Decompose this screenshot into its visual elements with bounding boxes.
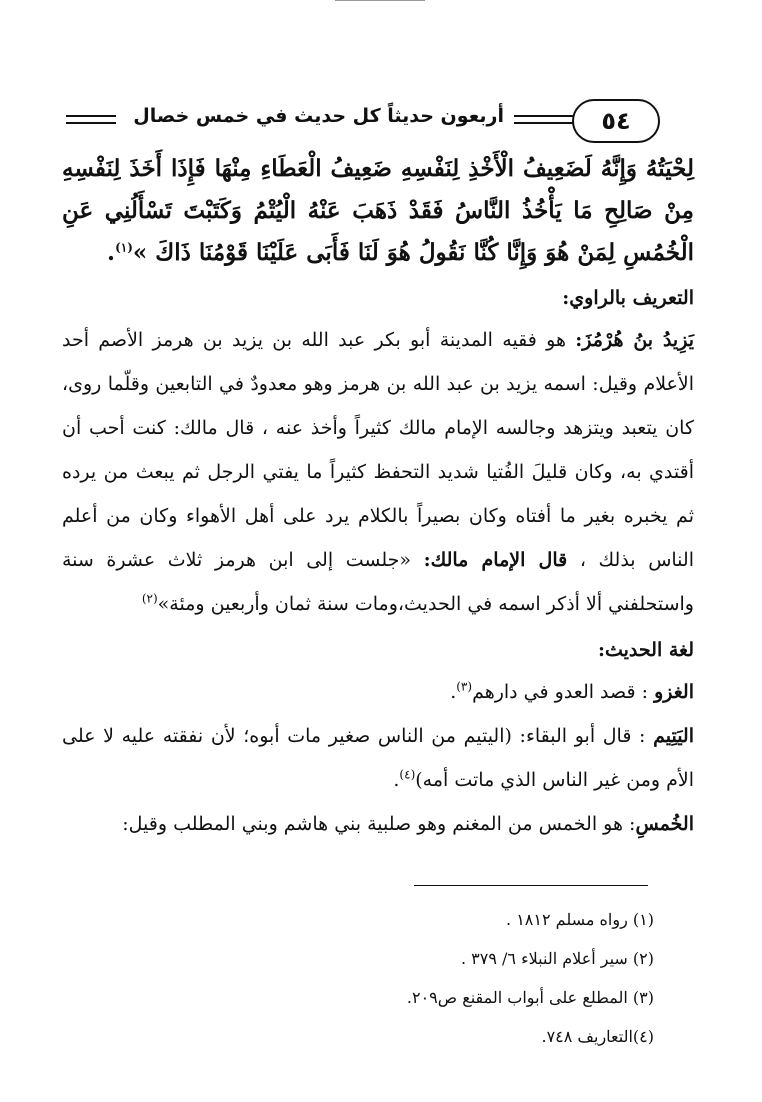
header-double-rule-left: [66, 115, 116, 124]
entry-text: قال أبو البقاء: (اليتيم من الناس صغير مات أبوه؛ لأن نفقته عليه لا على الأم ومن غير الناس الذي ماتت أمه): [62, 725, 694, 791]
footnote: (١) رواه مسلم ١٨١٢ .: [506, 910, 654, 929]
malik-label: قال الإمام مالك:: [423, 549, 568, 571]
narrator-text: هو فقيه المدينة أبو بكر عبد الله بن يزيد بن هرمز الأصم أحد الأعلام وقيل: اسمه يزيد بن عبد الله بن هرمز وهو معدودٌ في التابعين وقلّما روى، كان يتعبد ويتزهد وجالسه الإمام مالك كثيراً وأخذ عنه ، قال مالك: كنت أحب أن أقتدي به، وكان قليلَ الفُتيا شديد التحفظ كثيراً ما يفتي الرجل ثم يبعث من يرده ثم يخبره بغير ما أفتاه وكان بصيراً بالكلام يرد على أهل الأهواء وكان من أعلم الناس بذلك ،: [62, 329, 694, 571]
footnote: (٢) سير أعلام النبلاء ٦/ ٣٧٩ .: [460, 949, 654, 968]
entry-sep: :: [635, 681, 655, 703]
footnote-ref: (٢): [141, 591, 158, 606]
footnote-ref: (٣): [456, 679, 473, 694]
hadith-text: [62, 148, 694, 274]
footnotes: [62, 900, 654, 1056]
language-entry: [62, 714, 694, 802]
hadith-line: وَإِنَّا كُنَّا نَقُولُ هُوَ لَنَا فَأَبَى عَلَيْنَا قَوْمُنَا ذَاكَ »: [132, 239, 538, 266]
footnote-separator: [414, 885, 648, 886]
hadith-end: .: [107, 239, 116, 266]
entry-sep: :: [631, 725, 654, 747]
footnote: (٤)التعاريف ٧٤٨.: [541, 1027, 654, 1046]
narrator-heading: التعريف بالراوي:: [562, 287, 694, 309]
top-edge-rule: [335, 0, 425, 1]
page-header: [60, 95, 700, 145]
language-entry: [62, 802, 694, 846]
entry-term: الخُمسِ: [635, 813, 694, 835]
entry-end: .: [393, 769, 400, 791]
entry-term: اليَتِيم: [653, 725, 694, 747]
narrator-name: يَزِيدُ بنُ هُرْمُزَ:: [575, 329, 694, 351]
page-number: ٥٤: [572, 99, 660, 143]
language-entry: [62, 670, 694, 714]
hadith-line: صَالِحِ مَا يَأْخُذُ النَّاسُ فَقَدْ ذَهَبَ عَنْهُ الْيُتْمُ وَكَتَبْتَ تَسْأَلُنِي عَنِ الْخُمُسِ لِمَنْ هُوَ: [62, 197, 694, 266]
footnote: (٣) المطلع على أبواب المقنع ص٢٠٩.: [406, 988, 654, 1007]
header-double-rule-right: [514, 115, 574, 124]
footnote-ref: (٤): [399, 767, 416, 782]
hadith-line: لِحْيَتُهُ وَإِنَّهُ لَضَعِيفُ الْأَخْذِ لِنَفْسِهِ ضَعِيفُ الْعَطَاءِ مِنْهَا فَإِذَا أَخَذَ لِنَفْسِهِ مِنْ: [62, 155, 694, 224]
language-heading: لغة الحديث:: [597, 639, 694, 661]
running-title: أربعون حديثاً كل حديث في خمس خصال: [133, 105, 504, 127]
entry-text: هو الخمس من المغنم وهو صلبية بني هاشم وبني المطلب وقيل:: [122, 813, 623, 835]
entry-sep: :: [623, 813, 636, 835]
main-text: [62, 148, 694, 846]
entry-text: قصد العدو في دارهم: [472, 681, 636, 703]
malik-quote: «جلست إلى ابن هرمز ثلاث عشرة سنة واستحلفني ألا أذكر اسمه في الحديث،ومات سنة ثمان وأربعين ومئة»: [62, 549, 694, 615]
entry-end: .: [450, 681, 457, 703]
footnote-ref: (١): [115, 240, 133, 255]
entry-term: الغزو: [654, 681, 694, 703]
narrator-paragraph: [62, 318, 694, 626]
